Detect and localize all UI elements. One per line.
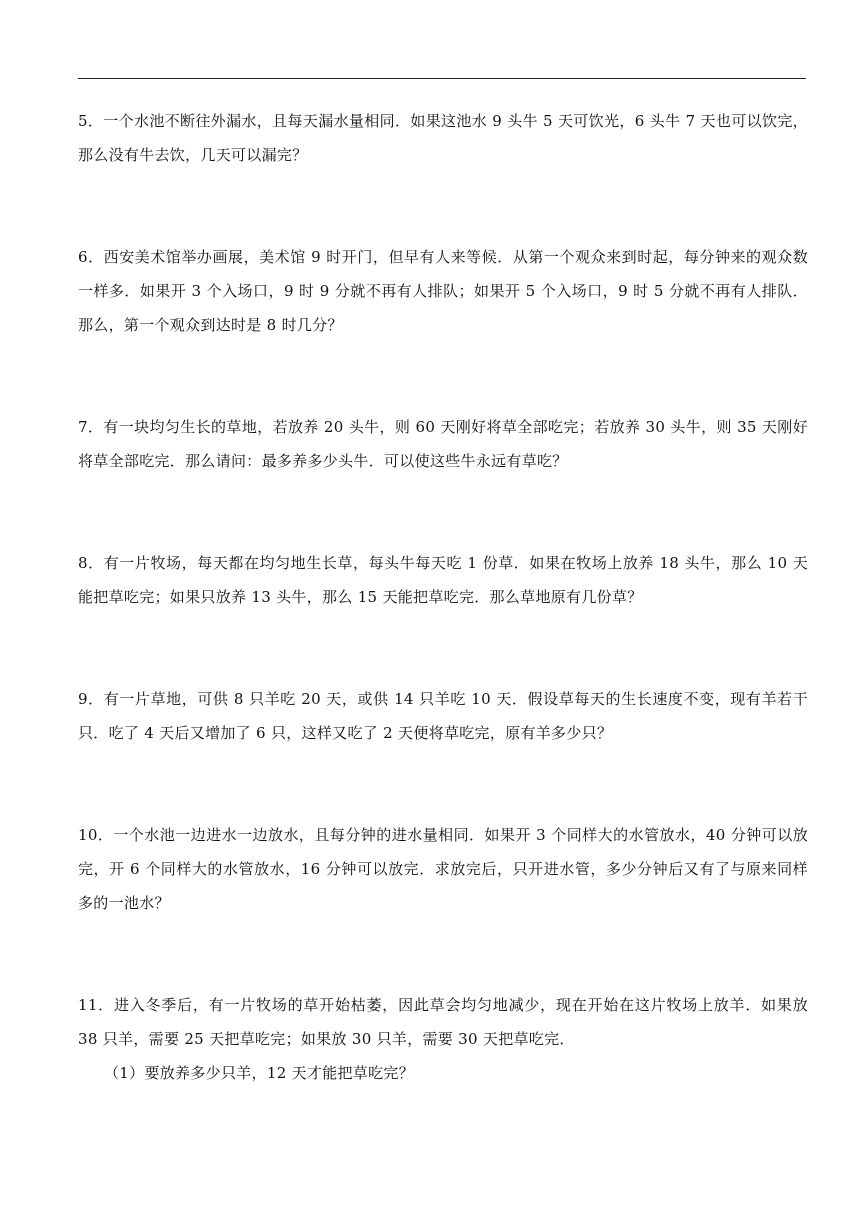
problem-5 <box>78 104 808 172</box>
problem-11 <box>78 988 808 1090</box>
sub-question-1: （1）要放养多少只羊，12 天才能把草吃完？ <box>104 1064 415 1082</box>
problem-8 <box>78 546 808 614</box>
problem-text: 10．一个水池一边进水一边放水，且每分钟的进水量相同．如果开 3 个同样大的水管放水，40 分钟可以放完，开 6 个同样大的水管放水，16 分钟可以放完．求放完后，只开进水管，多少分钟后又有了与原来同样多的一池水？ <box>78 826 808 912</box>
problem-text: 9．有一片草地，可供 8 只羊吃 20 天，或供 14 只羊吃 10 天．假设草每天的生长速度不变，现有羊若干只．吃了 4 天后又增加了 6 只，这样又吃了 2 天便将草吃完，原有羊多少只？ <box>78 690 808 742</box>
header-rule <box>78 78 806 79</box>
problem-text: 7．有一块均匀生长的草地，若放养 20 头牛，则 60 天刚好将草全部吃完；若放养 30 头牛，则 35 天刚好将草全部吃完．那么请问：最多养多少头牛．可以使这些牛永远有草吃？ <box>78 418 808 470</box>
problem-text: 6．西安美术馆举办画展，美术馆 9 时开门，但早有人来等候．从第一个观众来到时起，每分钟来的观众数一样多．如果开 3 个入场口，9 时 9 分就不再有人排队；如果开 5 个入场口，9 时 5 分就不再有人排队．那么，第一个观众到达时是 8 时几分？ <box>78 248 808 334</box>
problem-text: 8．有一片牧场，每天都在均匀地生长草，每头牛每天吃 1 份草．如果在牧场上放养 18 头牛，那么 10 天能把草吃完；如果只放养 13 头牛，那么 15 天能把草吃完．那么草地原有几份草？ <box>78 554 808 606</box>
problem-9 <box>78 682 808 750</box>
problem-text: 11．进入冬季后，有一片牧场的草开始枯萎，因此草会均匀地减少，现在开始在这片牧场上放羊．如果放 38 只羊，需要 25 天把草吃完；如果放 30 只羊，需要 30 天把草吃完． <box>78 996 808 1048</box>
problem-10 <box>78 818 808 920</box>
problem-7 <box>78 410 808 478</box>
problem-6 <box>78 240 808 342</box>
problem-text: 5．一个水池不断往外漏水，且每天漏水量相同．如果这池水 9 头牛 5 天可饮光，6 头牛 7 天也可以饮完，那么没有牛去饮，几天可以漏完？ <box>78 112 808 164</box>
